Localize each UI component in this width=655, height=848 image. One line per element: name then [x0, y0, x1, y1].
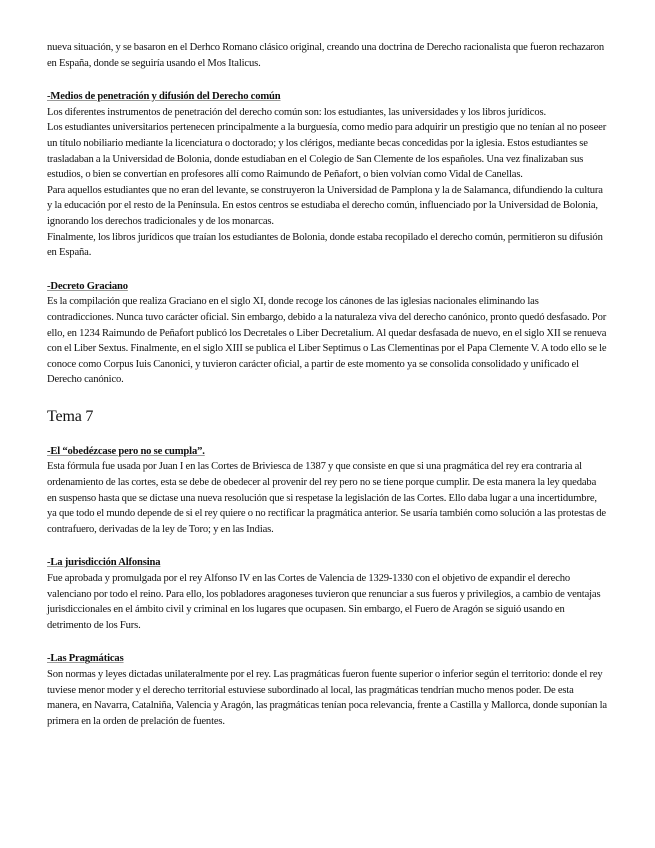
paragraph: Esta fórmula fue usada por Juan I en las Cortes de Briviesca de 1387 y que consiste en que si una pragmática del rey era contraria al ordenamiento de las cortes, esta se debe de obedecer al provenir del rey pero no se tiene porque cumplir. De esta manera la ley quedaba en suspenso hasta que se dictase una nueva resolución que si respetase la legislación de las Cortes. Ello daba lugar a una incertidumbre, ya que todo el mundo depende de si el rey quiere o no rectificar la pragmática anterior. Se usaría también como solución a las protestas de contrafuero, derivadas de la ley de Toro; y en las Indias.: [47, 461, 606, 535]
section-medios: [47, 89, 607, 261]
section-pragmaticas: [47, 651, 607, 729]
paragraph: Es la compilación que realiza Graciano en el siglo XI, donde recoge los cánones de las iglesias nacionales eliminando las contradicciones. Nunca tuvo carácter oficial. Sin embargo, debido a la naturaleza viva del derecho canónico, pronto quedó desfasado. Por ello, en 1234 Raimundo de Peñafort publicó los Decretales o Liber Decretalium. Al quedar desfasada de nuevo, en el siglo XII se renueva con el Liber Sextus. Finalmente, en el siglo XIII se publica el Liber Septimus o Las Clementinas por el Papa Clemente V. A todo ello se le conoce como Corpus Iuis Canonici, y tuvieron carácter oficial, a partir de este momento ya se consolida consolidado y unificado el Derecho canónico.: [47, 296, 607, 386]
section-heading: -La jurisdicción Alfonsina: [47, 557, 161, 569]
section-heading: -Las Pragmáticas: [47, 653, 124, 665]
document-page: [47, 40, 607, 729]
section-obedezcase: [47, 444, 607, 538]
paragraph: Los estudiantes universitarios pertenecen principalmente a la burguesía, como medio para adquirir un prestigio que no tenían al no poseer un título nobiliario mediante la licenciatura o doctorado; y los clérigos, mediante becas concedidas por la iglesia. Estos estudiantes se trasladaban a la Universidad de Bolonia, donde estudiaban en el Colegio de San Clemente de los españoles. Una vez finalizaban sus estudios, o bien se convertían en profesores allí como Raimundo de Peñafort, o bien volvían como Vidal de Canellas.: [47, 122, 607, 181]
paragraph: Finalmente, los libros jurídicos que traían los estudiantes de Bolonia, donde estaba recopilado el derecho común, permitieron su difusión en España.: [47, 231, 603, 259]
section-decreto-graciano: [47, 279, 607, 388]
paragraph: Fue aprobada y promulgada por el rey Alfonso IV en las Cortes de Valencia de 1329-1330 con el objetivo de expandir el derecho valenciano por todo el reino. Para ello, los pobladores aragoneses tuvieron que renunciar a sus fueros y privilegios, a cambio de ventajas jurisdiccionales en el ámbito civil y criminal en los lugares que ocupasen. Sin embargo, el Fuero de Aragón se siguió usando en detrimento de los Furs.: [47, 573, 601, 631]
paragraph: Los diferentes instrumentos de penetración del derecho común son: los estudiantes, las universidades y los libros jurídicos.: [47, 106, 546, 118]
section-heading: -Medios de penetración y difusión del Derecho común: [47, 91, 281, 103]
section-heading: -Decreto Graciano: [47, 280, 128, 292]
intro-paragraph: nueva situación, y se basaron en el Derhco Romano clásico original, creando una doctrina de Derecho racionalista que fueron rechazaron en España, donde se seguiría usando el Mos Italicus.: [47, 42, 605, 69]
paragraph: Son normas y leyes dictadas unilateralmente por el rey. Las pragmáticas fueron fuente superior o inferior según el territorio: donde el rey tuviese menor moder y el derecho territorial estuviese subordinado al local, las pragmáticas tendrían mucho menos poder. De esta manera, en Navarra, Catalniña, Valencia y Aragón, las pragmáticas tenían poca relevancia, frente a Castilla y Mallorca, donde suponían la primera en la orden de prelación de fuentes.: [47, 669, 607, 727]
section-jurisdiccion-alfonsina: [47, 555, 607, 633]
paragraph: Para aquellos estudiantes que no eran del levante, se construyeron la Universidad de Pamplona y la de Salamanca, difundiendo la cultura y la educación por el resto de la Península. En estos centros se estudiaba el derecho común, influenciado por la Universidad de Bolonia, ignorando los derechos tradicionales y de los monarcas.: [47, 184, 603, 227]
chapter-title: Tema 7: [47, 407, 94, 425]
section-heading: -El “obedézcase pero no se cumpla”.: [47, 445, 205, 457]
